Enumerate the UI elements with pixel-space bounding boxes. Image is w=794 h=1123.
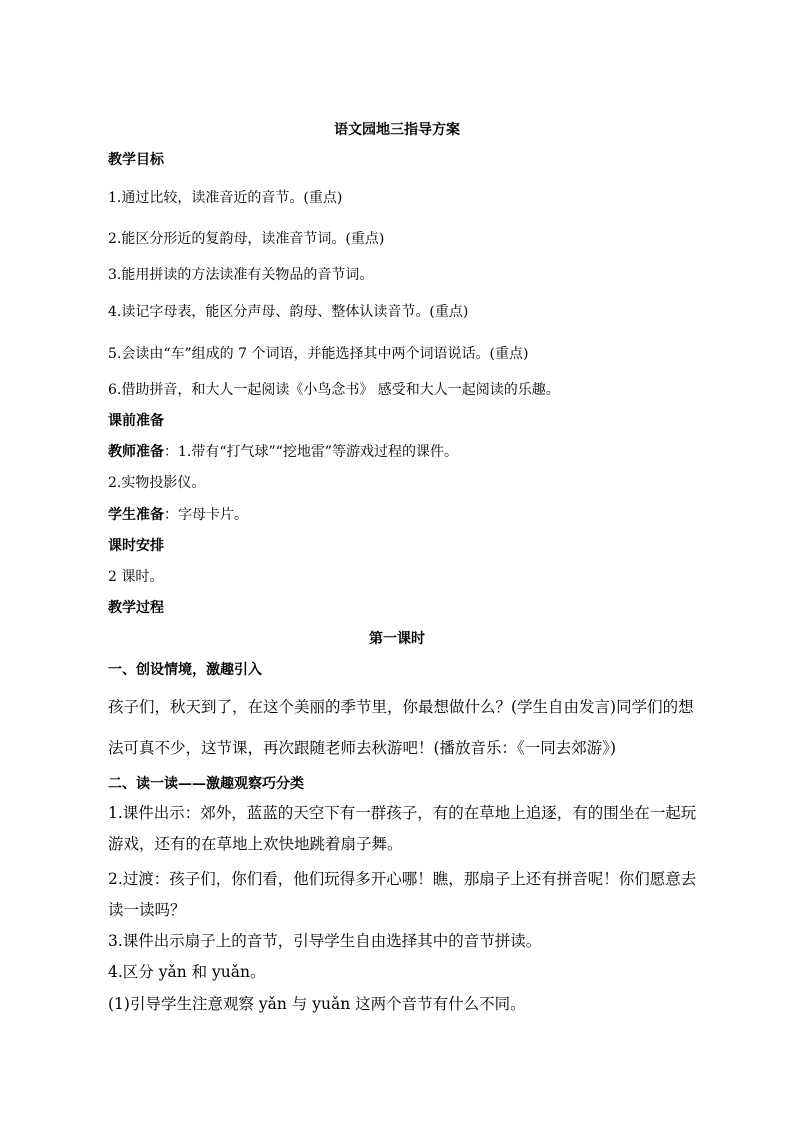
goal-item: 2.能区分形近的复韵母，读准音节词。(重点)	[108, 231, 385, 247]
paragraph-line: 读一读吗？	[108, 901, 186, 919]
paragraph-line: 3.课件出示扇子上的音节，引导学生自由选择其中的音节拼读。	[108, 932, 542, 950]
goal-item: 5.会读由“车”组成的 7 个词语，并能选择其中两个词语说话。(重点)	[108, 346, 529, 362]
student-prep	[108, 506, 248, 524]
teacher-prep-2: 2.实物投影仪。	[108, 475, 206, 491]
page-title: 语文园地三指导方案	[334, 122, 460, 138]
teacher-prep	[108, 443, 458, 461]
paragraph-line: 2.过渡：孩子们，你们看，他们玩得多开心哪！瞧，那扇子上还有拼音呢！你们愿意去	[108, 870, 697, 888]
goal-item: 4.读记字母表，能区分声母、韵母、整体认读音节。(重点)	[108, 304, 469, 320]
teacher-prep-label: 教师准备	[108, 444, 164, 460]
heading-process: 教学过程	[108, 600, 164, 616]
goal-item: 1.通过比较，读准音近的音节。(重点)	[108, 190, 343, 206]
paragraph-line: 游戏，还有的在草地上欢快地跳着扇子舞。	[108, 835, 403, 853]
heading-schedule: 课时安排	[108, 538, 164, 554]
goal-item: 3.能用拼读的方法读准有关物品的音节词。	[108, 267, 374, 283]
lesson-title: 第一课时	[369, 631, 425, 647]
paragraph-line: (1)引导学生注意观察 yǎn 与 yuǎn 这两个音节有什么不同。	[108, 995, 526, 1013]
heading-prep: 课前准备	[108, 413, 164, 429]
paragraph-line: 1.课件出示：郊外，蓝蓝的天空下有一群孩子，有的在草地上追逐，有的围坐在一起玩	[108, 804, 697, 822]
part1-heading: 一、创设情境，激趣引入	[108, 662, 262, 678]
schedule-text: 2 课时。	[108, 569, 164, 585]
paragraph-line: 法可真不少，这节课，再次跟随老师去秋游吧！(播放音乐：《一同去郊游》)	[108, 739, 617, 757]
paragraph-line: 4.区分 yǎn 和 yuǎn。	[108, 963, 266, 981]
paragraph-line: 孩子们，秋天到了，在这个美丽的季节里，你最想做什么？(学生自由发言)同学们的想	[108, 698, 694, 716]
student-prep-label: 学生准备	[108, 507, 164, 523]
goal-item: 6.借助拼音，和大人一起阅读《小鸟念书》 感受和大人一起阅读的乐趣。	[108, 382, 560, 398]
teacher-prep-text: ：1.带有“打气球”“挖地雷”等游戏过程的课件。	[164, 444, 458, 460]
heading-goals: 教学目标	[108, 152, 164, 168]
part2-heading: 二、读一读——激趣观察巧分类	[108, 776, 304, 792]
student-prep-text: ：字母卡片。	[164, 507, 248, 523]
